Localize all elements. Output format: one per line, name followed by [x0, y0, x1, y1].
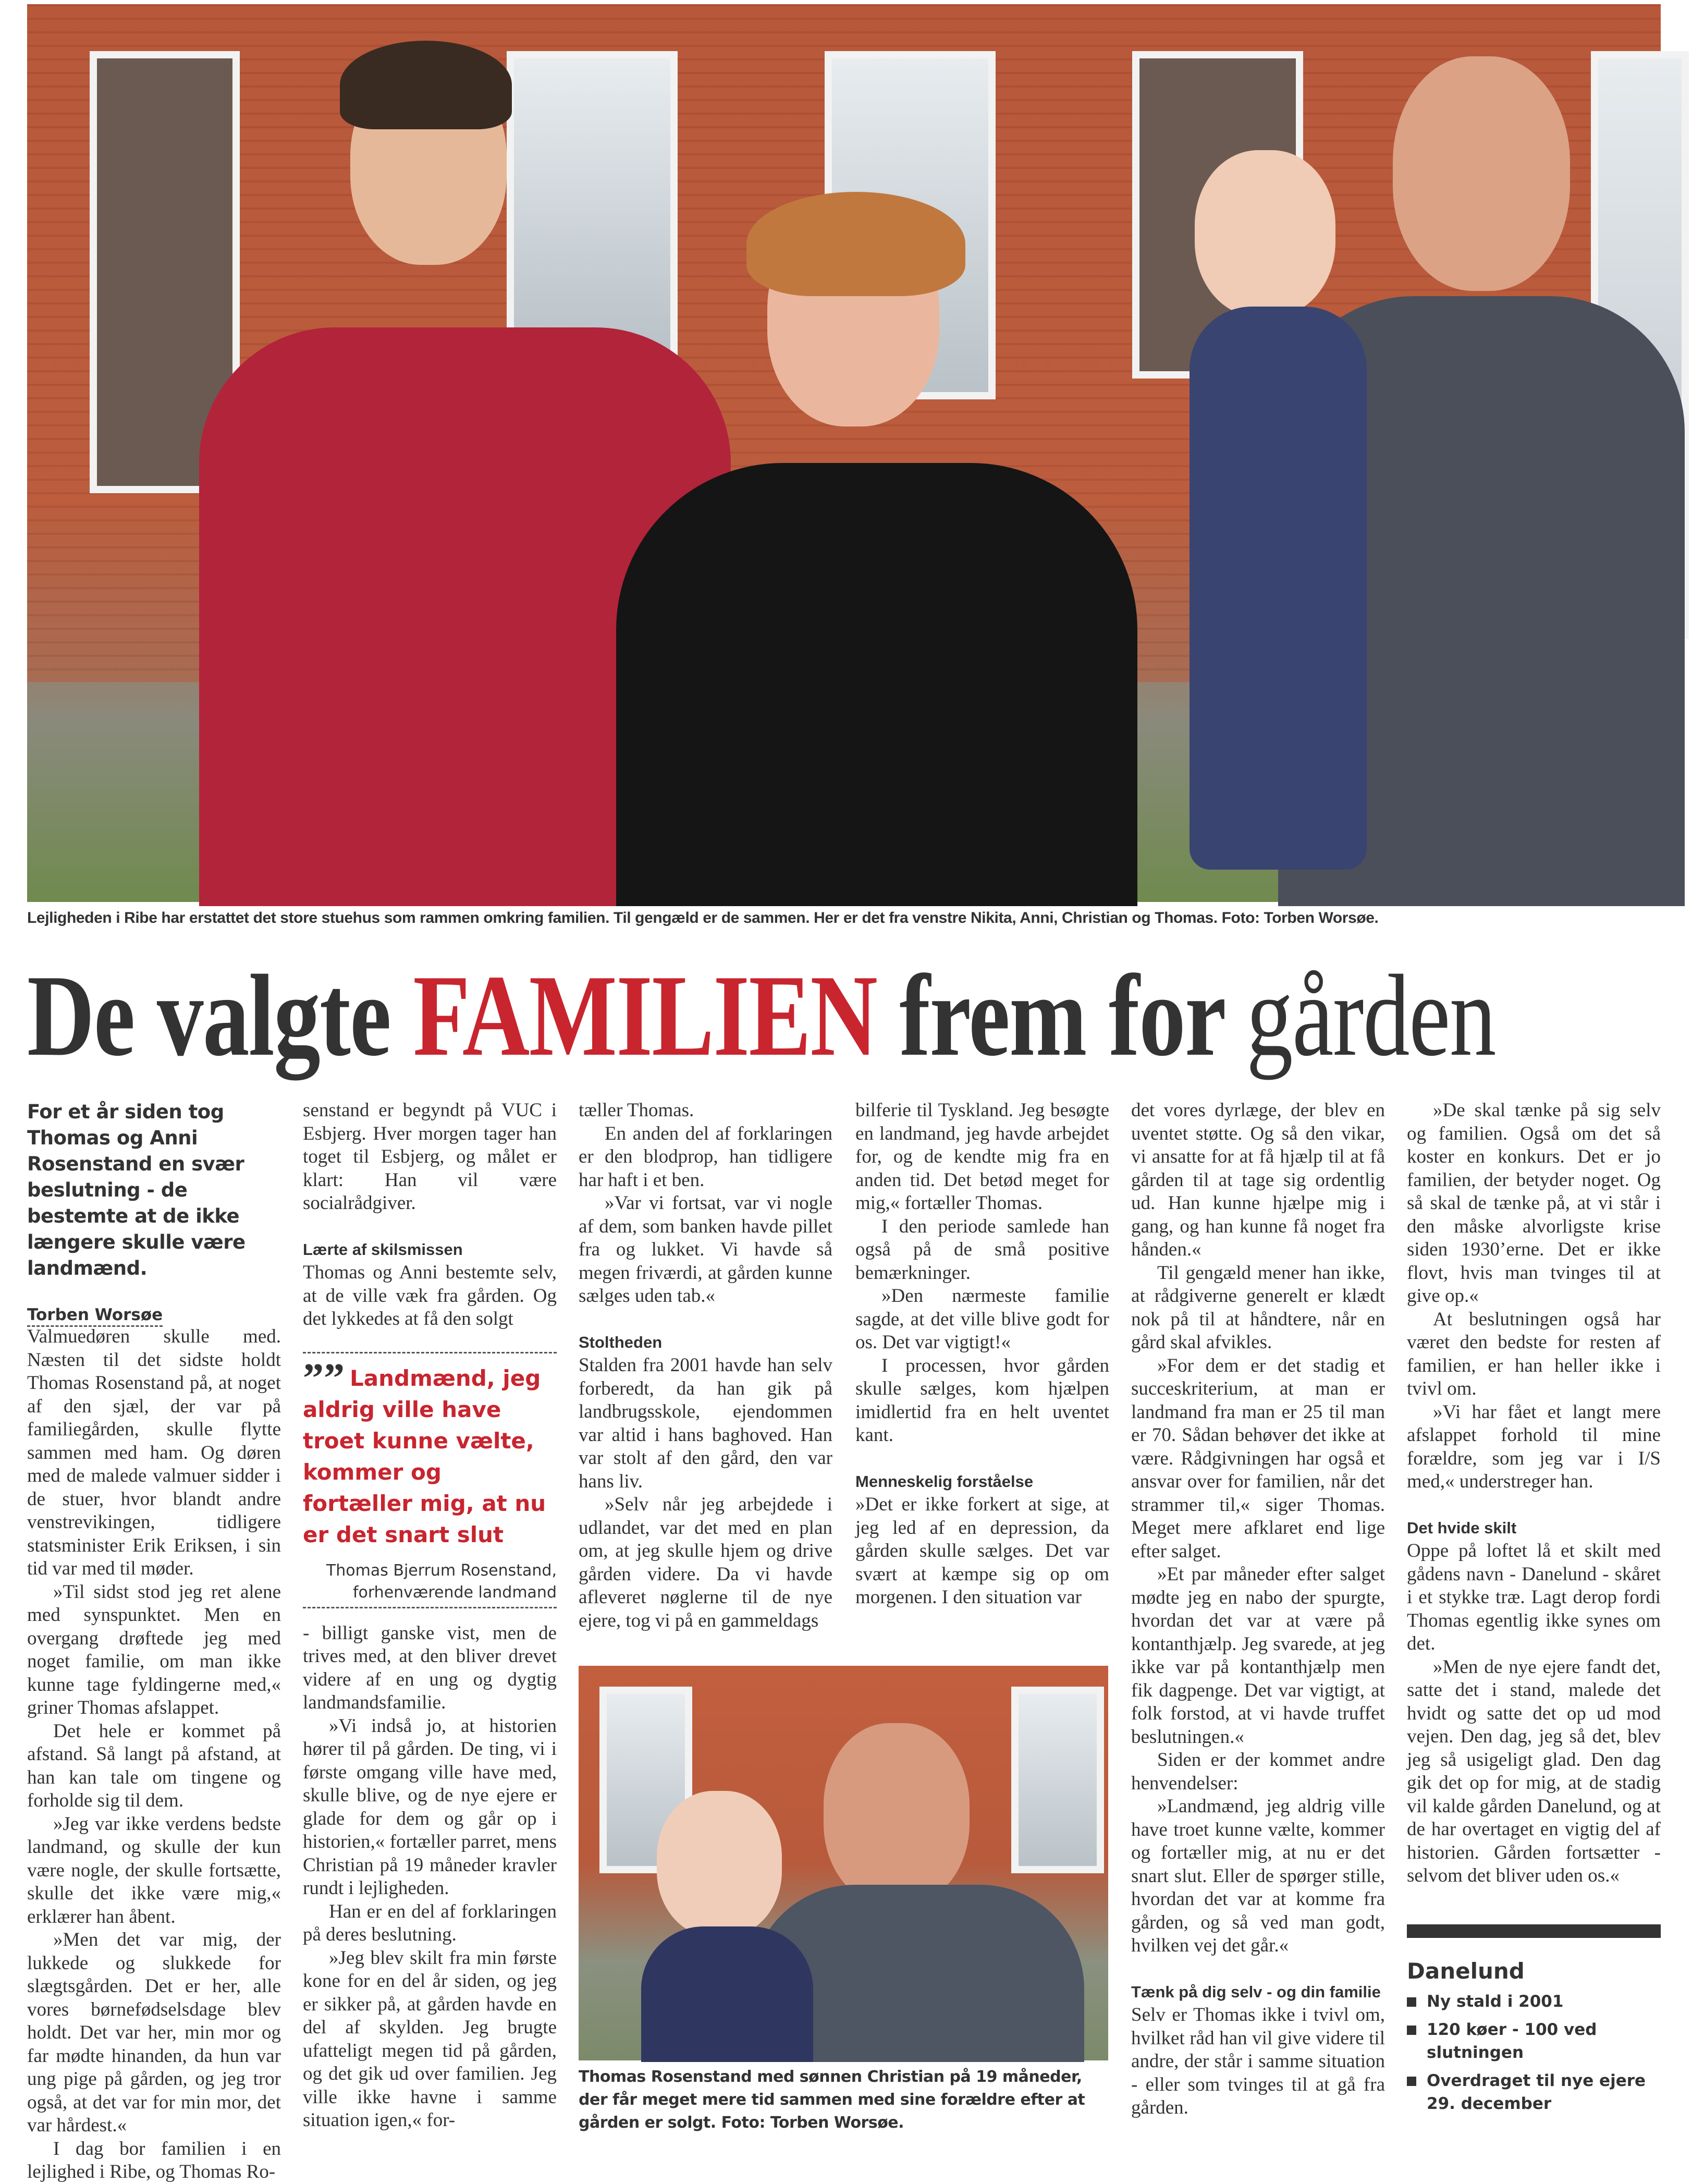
subheading: Tænk på dig selv - og din familie: [1131, 1982, 1381, 2001]
body-paragraph: Selv er Thomas ikke i tvivl om, hvilket råd han vil give videre til andre, der står i samme situation - eller som tvinges til at gå fra gården.: [1131, 2004, 1385, 2118]
secondary-photo-caption: Thomas Rosenstand med sønnen Christian på 19 måneder, der får meget mere tid sammen med sine forældre efter at gården er solgt. Foto: Torben Worsøe.: [579, 2068, 1085, 2132]
window: [507, 51, 678, 358]
person-anni-hair: [746, 192, 965, 296]
body-paragraph: Siden er der kommet andre henvendelser:: [1131, 1749, 1385, 1794]
body-paragraph: »Men det var mig, der lukkede og slukkede for slægtsgården. Det er her, alle vores børnefødselsdage blev holdt. Det var her, min mor og far mødte hinanden, da hun var ung pige på gården, og jeg tror også, at det var for min mor, det var hårdest.«: [27, 1929, 281, 2136]
body-paragraph: »Den nærmeste familie sagde, at det ville blive godt for os. Det var vigtigt!«: [855, 1285, 1109, 1353]
body-paragraph: »Vi indså jo, at historien hører til på gården. De ting, vi i første omgang ville have med, skulle blive, og de nye ejere er glade for dem og går op i historien,« fortæller parret, mens Christian på 19 måneder kravler rundt i lejligheden.: [303, 1715, 557, 1899]
lead-paragraph: For et år siden tog Thomas og Anni Rosenstand en svær beslutning - de bestemte at de ikke længere skulle være landmænd.: [27, 1101, 246, 1279]
body-paragraph: »Men de nye ejere fandt det, satte det i stand, malede det hvidt og satte det op ud mod vejen. Den dag, jeg så det, blev jeg så usigeligt glad. Den dag gik det op for mig, at de stadig vil kalde gården Danelund, og at de har overtaget en vigtig del af historien. Gården fortsætter - selvom det bliver uden os.«: [1407, 1656, 1661, 1886]
body-paragraph: Det hele er kommet på afstand. Så langt på afstand, at han kan tale om tingene og forholde sig til dem.: [27, 1720, 281, 1811]
attribution-name: Thomas Bjerrum Rosenstand,: [326, 1561, 557, 1580]
headline-highlight: FAMILIEN: [413, 951, 877, 1080]
subheading: Lærte af skilsmissen: [303, 1240, 463, 1259]
body-paragraph: bilferie til Tyskland. Jeg besøgte en landmand, jeg havde arbejdet for, og de kendte mig fra en anden tid. Det betød meget for mig,« fortæller Thomas.: [855, 1100, 1109, 1214]
body-paragraph: »De skal tænke på sig selv og familien. Også om det så koster en konkurs. Det er jo familien, der betyder noget. Og så skal de tænke på, at vi står i den måske alvorligste krise siden 1930’erne. Det er ikke flovt, hvis man tvinges til at give op.«: [1407, 1100, 1661, 1307]
fact-item: Ny stald i 2001: [1407, 1990, 1661, 2013]
byline: Torben Worsøe: [27, 1305, 163, 1327]
person-thomas-head: [824, 1723, 970, 1906]
body-paragraph: Stalden fra 2001 havde han selv forberedt, da han gik på landbrugsskole, ejendommen var altid i hans baghoved. Han var stolt af den gård, den var hans liv.: [579, 1355, 832, 1492]
article-column-1: [27, 1099, 281, 2182]
fact-item: Overdraget til nye ejere 29. december: [1407, 2069, 1661, 2115]
body-paragraph: »For dem er det stadig et succeskriterium, at man er landmand fra man er 25 til man er 70. Sådan behøver det ikke at være. Rådgivningen har også et ansvar over for familien, når det strammer til,« siger Thomas. Meget mere afklaret end lige efter salget.: [1131, 1355, 1385, 1562]
pull-quote: [303, 1352, 557, 1608]
headline-part2: frem for: [877, 951, 1246, 1080]
pull-quote-text: Landmænd, jeg aldrig ville have troet kunne vælte, kommer og fortæller mig, at nu er det snart slut: [303, 1365, 546, 1547]
body-paragraph: »Selv når jeg arbejdede i udlandet, var det med en plan om, at jeg skulle hjem og drive gården videre. Da vi havde afleveret nøglerne til de nye ejere, tog vi på en gammeldags: [579, 1494, 832, 1631]
body-paragraph: Han er en del af forklaringen på deres beslutning.: [303, 1900, 557, 1945]
subheading: Menneskelig forståelse: [855, 1472, 1034, 1491]
article-column-4: [855, 1099, 1109, 1644]
body-paragraph: »Jeg var ikke verdens bedste landmand, og skulle der kun være nogle, der skulle fortsætte, skulle det ikke være mig,« erklærer han åbent.: [27, 1813, 281, 1927]
quote-mark-icon: ””: [303, 1355, 345, 1401]
body-paragraph: Thomas og Anni bestemte selv, at de ville væk fra gården. Og det lykkedes at få den solgt: [303, 1262, 557, 1329]
body-paragraph: senstand er begyndt på VUC i Esbjerg. Hver morgen tager han toget til Esbjerg, og målet er klart: Han vil være socialrådgiver.: [303, 1100, 557, 1214]
headline-part3: gården: [1246, 951, 1495, 1080]
subheading: Stoltheden: [579, 1333, 663, 1351]
main-photo: [27, 4, 1661, 902]
fact-box-title: Danelund: [1407, 1958, 1525, 1984]
person-nikita-hair: [340, 41, 512, 129]
attribution-role: forhenværende landmand: [352, 1583, 557, 1602]
headline: [27, 951, 1495, 1080]
body-paragraph: I processen, hvor gården skulle sælges, kom hjælpen imidlertid fra en helt uventet kant.: [855, 1355, 1109, 1446]
fact-item: 120 køer - 100 ved slutningen: [1407, 2018, 1661, 2064]
body-paragraph: tæller Thomas.: [579, 1100, 694, 1121]
person-thomas-head: [1393, 56, 1570, 291]
pull-quote-attribution: [303, 1560, 557, 1604]
body-paragraph: At beslutningen også har været den bedste for resten af familien, er han heller ikke i tvivl om.: [1407, 1308, 1661, 1399]
person-christian-head: [1195, 150, 1335, 317]
body-paragraph: »Jeg blev skilt fra min første kone for en del år siden, og jeg er sikker på, at gården havde en del af skylden. Jeg brugte ufatteligt megen tid på gården, og det gik ud over familien. Jeg ville ikke havne i samme situation igen,« for-: [303, 1947, 557, 2131]
body-paragraph: Valmuedøren skulle med. Næsten til det sidste holdt Thomas Rosenstand på, at noget af den sjæl, der var på familiegården, skulle flytte sammen med ham. Og døren med de malede valmuer sidder i de stuer, hvor blandt andre venstrevikingen, tidligere statsminister Erik Eriksen, i sin tid var med til møder.: [27, 1326, 281, 1579]
article-column-2: [303, 1099, 557, 2147]
body-paragraph: Til gengæld mener han ikke, at rådgiverne generelt er klædt nok på til at håndtere, når en gård skal afvikles.: [1131, 1262, 1385, 1353]
fact-box-bar: [1407, 1924, 1661, 1938]
headline-part1: De valgte: [27, 951, 413, 1080]
body-paragraph: »Landmænd, jeg aldrig ville have troet kunne vælte, kommer og fortæller mig, at nu er det snart slut. Eller de spørger stille, hvordan det var at komme fra gården, og så ved man godt, hvilken vej det går.«: [1131, 1796, 1385, 1956]
secondary-photo: [579, 1666, 1108, 2060]
person-christian-body: [641, 1926, 813, 2062]
body-paragraph: I den periode samlede han også på de små positive bemærkninger.: [855, 1215, 1109, 1284]
body-paragraph: det vores dyrlæge, der blev en uventet støtte. Og så den vikar, vi ansatte for at få hjælp til at få gården til at tage sig ordentlig ud. Han kunne hjælpe mig i gang, og han kunne få noget fra hånden.«: [1131, 1100, 1385, 1260]
body-paragraph: I dag bor familien i en lejlighed i Ribe, og Thomas Ro-: [27, 2138, 281, 2182]
body-paragraph: »Var vi fortsat, var vi nogle af dem, som banken havde pillet fra og lukket. Vi havde så megen friværdi, at gården kunne sælges uden tab.«: [579, 1192, 832, 1307]
main-photo-caption: Lejligheden i Ribe har erstattet det store stuehus som rammen omkring familien. Til gengæld er de sammen. Her er det fra venstre Nikita, Anni, Christian og Thomas. Foto: Torben Worsøe.: [27, 909, 1379, 926]
pull-quote-body: [303, 1355, 557, 1551]
fact-box: [1407, 1924, 1661, 2115]
subheading: Det hvide skilt: [1407, 1518, 1517, 1537]
person-christian-body: [1190, 307, 1367, 870]
article-column-3: [579, 1099, 832, 1644]
article-column-5: [1131, 1099, 1385, 2147]
person-anni-top: [616, 463, 1137, 906]
body-paragraph: Oppe på loftet lå et skilt med gådens navn - Danelund - skåret i et stykke træ. Lagt derop fordi Thomas egentlig ikke synes om det.: [1407, 1540, 1661, 1654]
body-paragraph: »Et par måneder efter salget mødte jeg en nabo der spurgte, hvordan det var at være på kontanthjælp. Jeg svarede, at jeg ikke var på kontanthjælp men fik dagpenge. Det var vigtigt, at folk forstod, at vi havde truffet beslutningen.«: [1131, 1564, 1385, 1748]
window: [1011, 1687, 1104, 1873]
body-paragraph: »Vi har fået et langt mere afslappet forhold til mine forældre, som jeg var i I/S med,« understreger han.: [1407, 1401, 1661, 1492]
body-paragraph: - billigt ganske vist, men de trives med, at den bliver drevet videre af en ung og dygtig landmandsfamilie.: [303, 1622, 557, 1713]
body-paragraph: En anden del af forklaringen er den blodprop, han tidligere har haft i et ben.: [579, 1122, 832, 1191]
person-christian-head: [657, 1791, 782, 1937]
body-paragraph: »Det er ikke forkert at sige, at jeg led af en depression, da gården skulle sælges. Det var svært at kæmpe sig op om morgenen. I den situation var: [855, 1494, 1109, 1608]
body-paragraph: »Til sidst stod jeg ret alene med synspunktet. Men en overgang drøftede jeg med noget familie, om man ikke kunne tage fyldingerne med,« griner Thomas afslappet.: [27, 1581, 281, 1718]
article-column-6: [1407, 1099, 1661, 2147]
